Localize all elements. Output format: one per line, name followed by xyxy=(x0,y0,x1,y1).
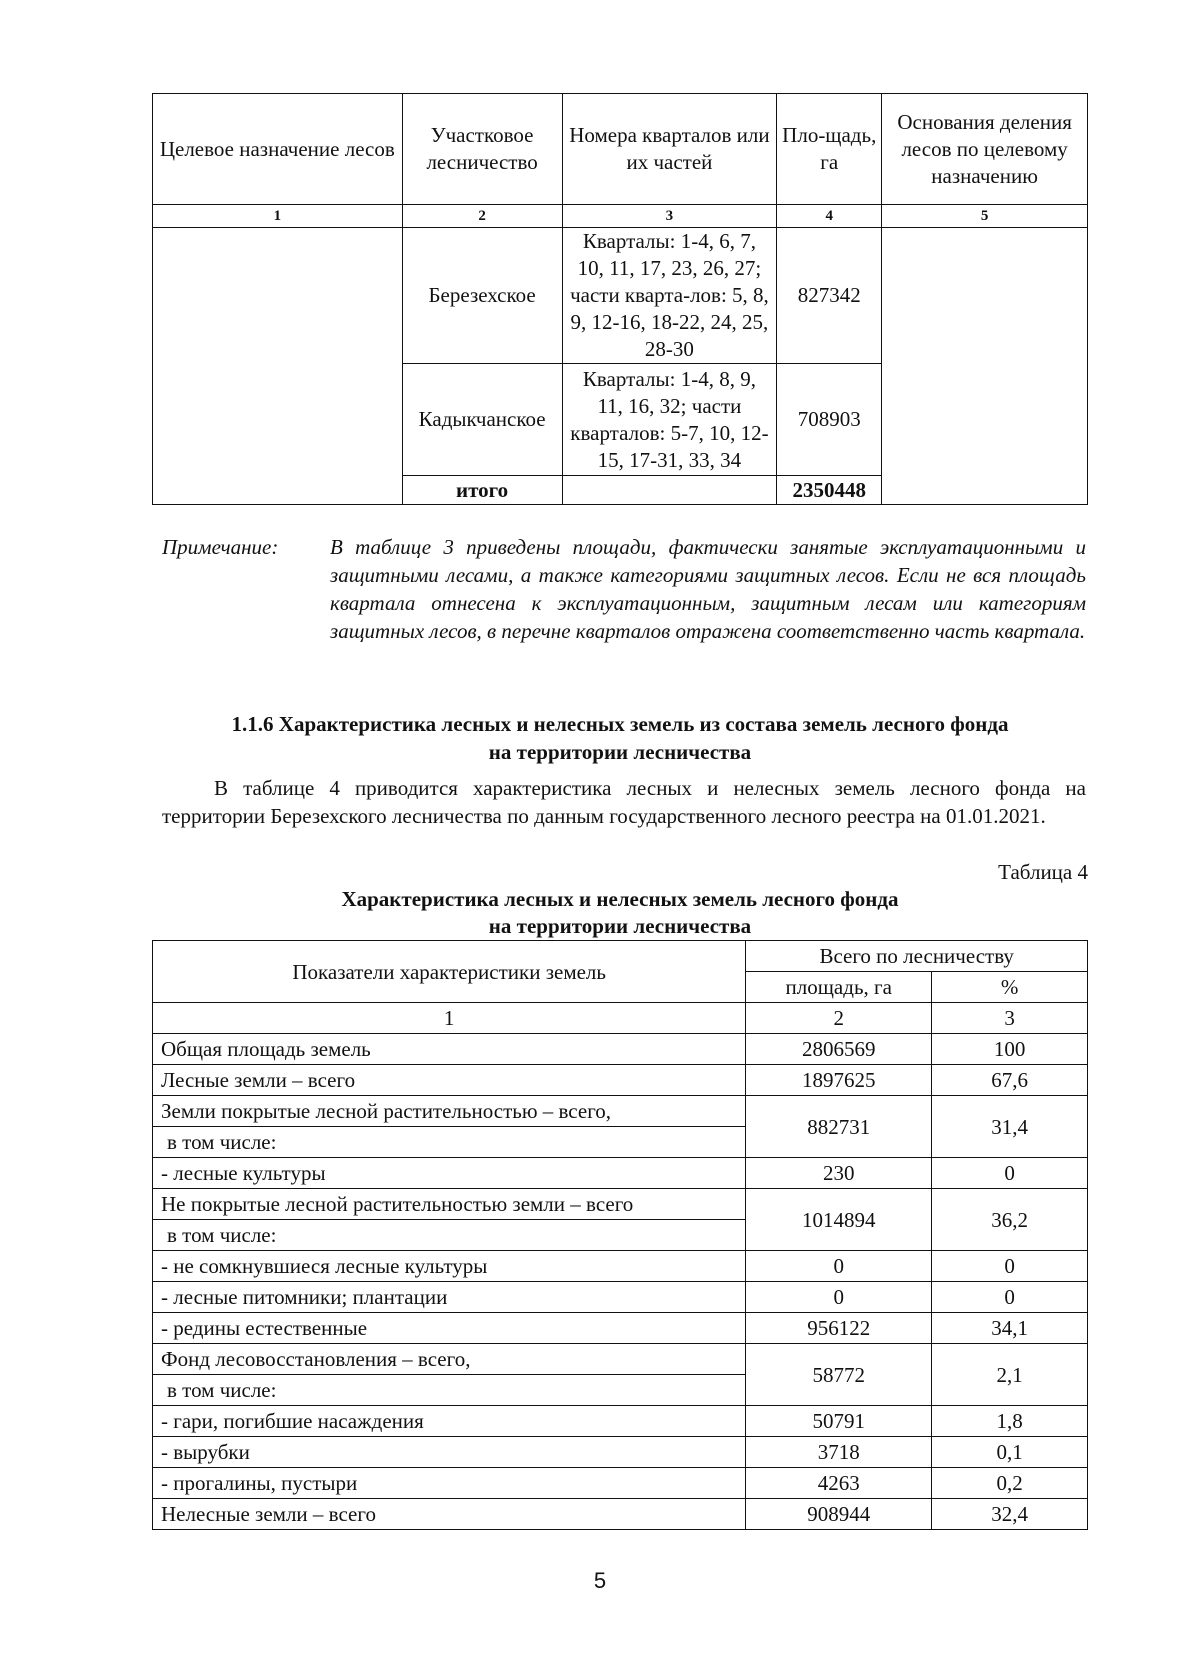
table3-total-empty xyxy=(562,476,777,505)
table-row xyxy=(153,1313,1088,1344)
table3-header-basis: Основания деления лесов по целевому назначению xyxy=(882,94,1088,205)
table3-basis-cell xyxy=(882,228,1088,505)
page-number: 5 xyxy=(593,1568,607,1593)
table4-area-cell: 882731 xyxy=(746,1096,932,1158)
table4-indicator-name: Нелесные земли – всего xyxy=(153,1499,746,1530)
table4-indicator-name: - вырубки xyxy=(153,1437,746,1468)
table4-pct-cell: 1,8 xyxy=(932,1406,1088,1437)
forest-purpose-table xyxy=(152,93,1088,505)
table4-area-cell: 2806569 xyxy=(746,1034,932,1065)
table3-total-value: 2350448 xyxy=(777,476,882,505)
table-row xyxy=(153,1344,1088,1406)
table3-area-cell: 827342 xyxy=(777,228,882,364)
table3-header-area: Пло-щадь, га xyxy=(777,94,882,205)
table4-indicator-name: Земли покрытые лесной растительностью – всего, xyxy=(153,1096,745,1127)
table4-indicator-name: - лесные питомники; плантации xyxy=(153,1282,746,1313)
table4-col-num: 3 xyxy=(932,1003,1088,1034)
table4-pct-cell: 2,1 xyxy=(932,1344,1088,1406)
table3-purpose-cell xyxy=(153,228,403,505)
table4-area-cell: 58772 xyxy=(746,1344,932,1406)
table4-area-cell: 956122 xyxy=(746,1313,932,1344)
table4-indicator-name: - редины естественные xyxy=(153,1313,746,1344)
table4-header-row xyxy=(153,941,1088,972)
table4-area-cell: 0 xyxy=(746,1251,932,1282)
table4-title xyxy=(152,886,1088,940)
table4-indicator-name: - прогалины, пустыри xyxy=(153,1468,746,1499)
table4-indicator-subtitle: в том числе: xyxy=(167,1130,277,1154)
table4-label: Таблица 4 xyxy=(998,860,1088,884)
table3-forestry-cell: Кадыкчанское xyxy=(402,364,562,476)
table-row xyxy=(153,1251,1088,1282)
table4-area-cell: 0 xyxy=(746,1282,932,1313)
table4-indicator-name: Фонд лесовосстановления – всего, xyxy=(153,1344,745,1375)
table4-area-cell: 1897625 xyxy=(746,1065,932,1096)
section-heading xyxy=(152,710,1088,766)
land-characteristics-table xyxy=(152,940,1088,1530)
table3-header-forestry: Участковое лесничество xyxy=(402,94,562,205)
section-heading-line1: 1.1.6 Характеристика лесных и нелесных земель из состава земель лесного фонда xyxy=(231,712,1009,736)
table4-indicator-cell xyxy=(153,1096,746,1158)
table4-title-line2: на территории лесничества xyxy=(488,914,752,938)
table4-header-pct: % xyxy=(932,972,1088,1003)
section-body: В таблице 4 приводится характеристика лесных и нелесных земель лесного фонда на территории Березехского лесничества по данным государственного лесного реестра на 01.01.2021. xyxy=(162,776,1086,828)
table3-header-row xyxy=(153,94,1088,205)
table4-indicator-name: Не покрытые лесной растительностью земли – всего xyxy=(153,1189,745,1220)
table3-area-cell: 708903 xyxy=(777,364,882,476)
table3-col-num: 5 xyxy=(882,205,1088,228)
table4-pct-cell: 0 xyxy=(932,1158,1088,1189)
table4-area-cell: 50791 xyxy=(746,1406,932,1437)
table-row xyxy=(153,1096,1088,1158)
table3-col-num: 2 xyxy=(402,205,562,228)
table4-pct-cell: 36,2 xyxy=(932,1189,1088,1251)
section-heading-line2: на территории лесничества xyxy=(488,740,752,764)
table4-indicator-subtitle: в том числе: xyxy=(167,1223,277,1247)
table-row xyxy=(153,1034,1088,1065)
table3-quarters-cell: Кварталы: 1-4, 6, 7, 10, 11, 17, 23, 26, 27; части кварта-лов: 5, 8, 9, 12-16, 18-22, 24, 25, 28-30 xyxy=(562,228,777,364)
table-row xyxy=(153,1437,1088,1468)
table4-area-cell: 230 xyxy=(746,1158,932,1189)
table4-pct-cell: 31,4 xyxy=(932,1096,1088,1158)
table-row xyxy=(153,1189,1088,1251)
table4-pct-cell: 0 xyxy=(932,1251,1088,1282)
table3-column-numbers xyxy=(153,205,1088,228)
table-row xyxy=(153,1499,1088,1530)
table3-header-purpose: Целевое назначение лесов xyxy=(153,94,403,205)
table3-total-label: итого xyxy=(402,476,562,505)
table4-pct-cell: 0,2 xyxy=(932,1468,1088,1499)
table4-indicator-subtitle: в том числе: xyxy=(167,1378,277,1402)
table4-title-line1: Характеристика лесных и нелесных земель лесного фонда xyxy=(341,887,899,911)
table4-indicator-cell xyxy=(153,1344,746,1406)
table4-area-cell: 4263 xyxy=(746,1468,932,1499)
table4-header-area: площадь, га xyxy=(746,972,932,1003)
table4-indicator-cell xyxy=(153,1189,746,1251)
table3-col-num: 3 xyxy=(562,205,777,228)
table3-forestry-cell: Березехское xyxy=(402,228,562,364)
note-label: Примечание: xyxy=(162,535,279,559)
table4-area-cell: 908944 xyxy=(746,1499,932,1530)
table4-indicator-name: - лесные культуры xyxy=(153,1158,746,1189)
table4-indicator-name: Общая площадь земель xyxy=(153,1034,746,1065)
table-row xyxy=(153,1468,1088,1499)
table3-col-num: 1 xyxy=(153,205,403,228)
table4-col-num: 2 xyxy=(746,1003,932,1034)
table3-header-quarters: Номера кварталов или их частей xyxy=(562,94,777,205)
table4-indicator-name: Лесные земли – всего xyxy=(153,1065,746,1096)
table4-pct-cell: 67,6 xyxy=(932,1065,1088,1096)
table3-quarters-cell: Кварталы: 1-4, 8, 9, 11, 16, 32; части кварталов: 5-7, 10, 12-15, 17-31, 33, 34 xyxy=(562,364,777,476)
table4-indicator-name: - гари, погибшие насаждения xyxy=(153,1406,746,1437)
table3-note xyxy=(162,533,1086,645)
table4-pct-cell: 32,4 xyxy=(932,1499,1088,1530)
table-row xyxy=(153,1158,1088,1189)
table4-indicator-name: - не сомкнувшиеся лесные культуры xyxy=(153,1251,746,1282)
note-text: В таблице 3 приведены площади, фактически занятые эксплуатационными и защитными лесами, а также категориями защитных лесов. Если не вся площадь квартала отнесена к эксплуатационным, защитным лесам или категориям защитных лесов, в перечне кварталов отражена соответственно часть квартала. xyxy=(330,535,1086,643)
table-row xyxy=(153,1282,1088,1313)
table3-col-num: 4 xyxy=(777,205,882,228)
table4-pct-cell: 34,1 xyxy=(932,1313,1088,1344)
table4-header-total: Всего по лесничеству xyxy=(746,941,1088,972)
table4-pct-cell: 0 xyxy=(932,1282,1088,1313)
table-row xyxy=(153,228,1088,364)
table-row xyxy=(153,1406,1088,1437)
table4-col-num: 1 xyxy=(153,1003,746,1034)
table4-header-indicator: Показатели характеристики земель xyxy=(153,941,746,1003)
table4-pct-cell: 100 xyxy=(932,1034,1088,1065)
table4-area-cell: 3718 xyxy=(746,1437,932,1468)
table4-pct-cell: 0,1 xyxy=(932,1437,1088,1468)
table4-body xyxy=(153,941,1088,1530)
table-row xyxy=(153,1065,1088,1096)
table4-area-cell: 1014894 xyxy=(746,1189,932,1251)
table4-column-numbers xyxy=(153,1003,1088,1034)
